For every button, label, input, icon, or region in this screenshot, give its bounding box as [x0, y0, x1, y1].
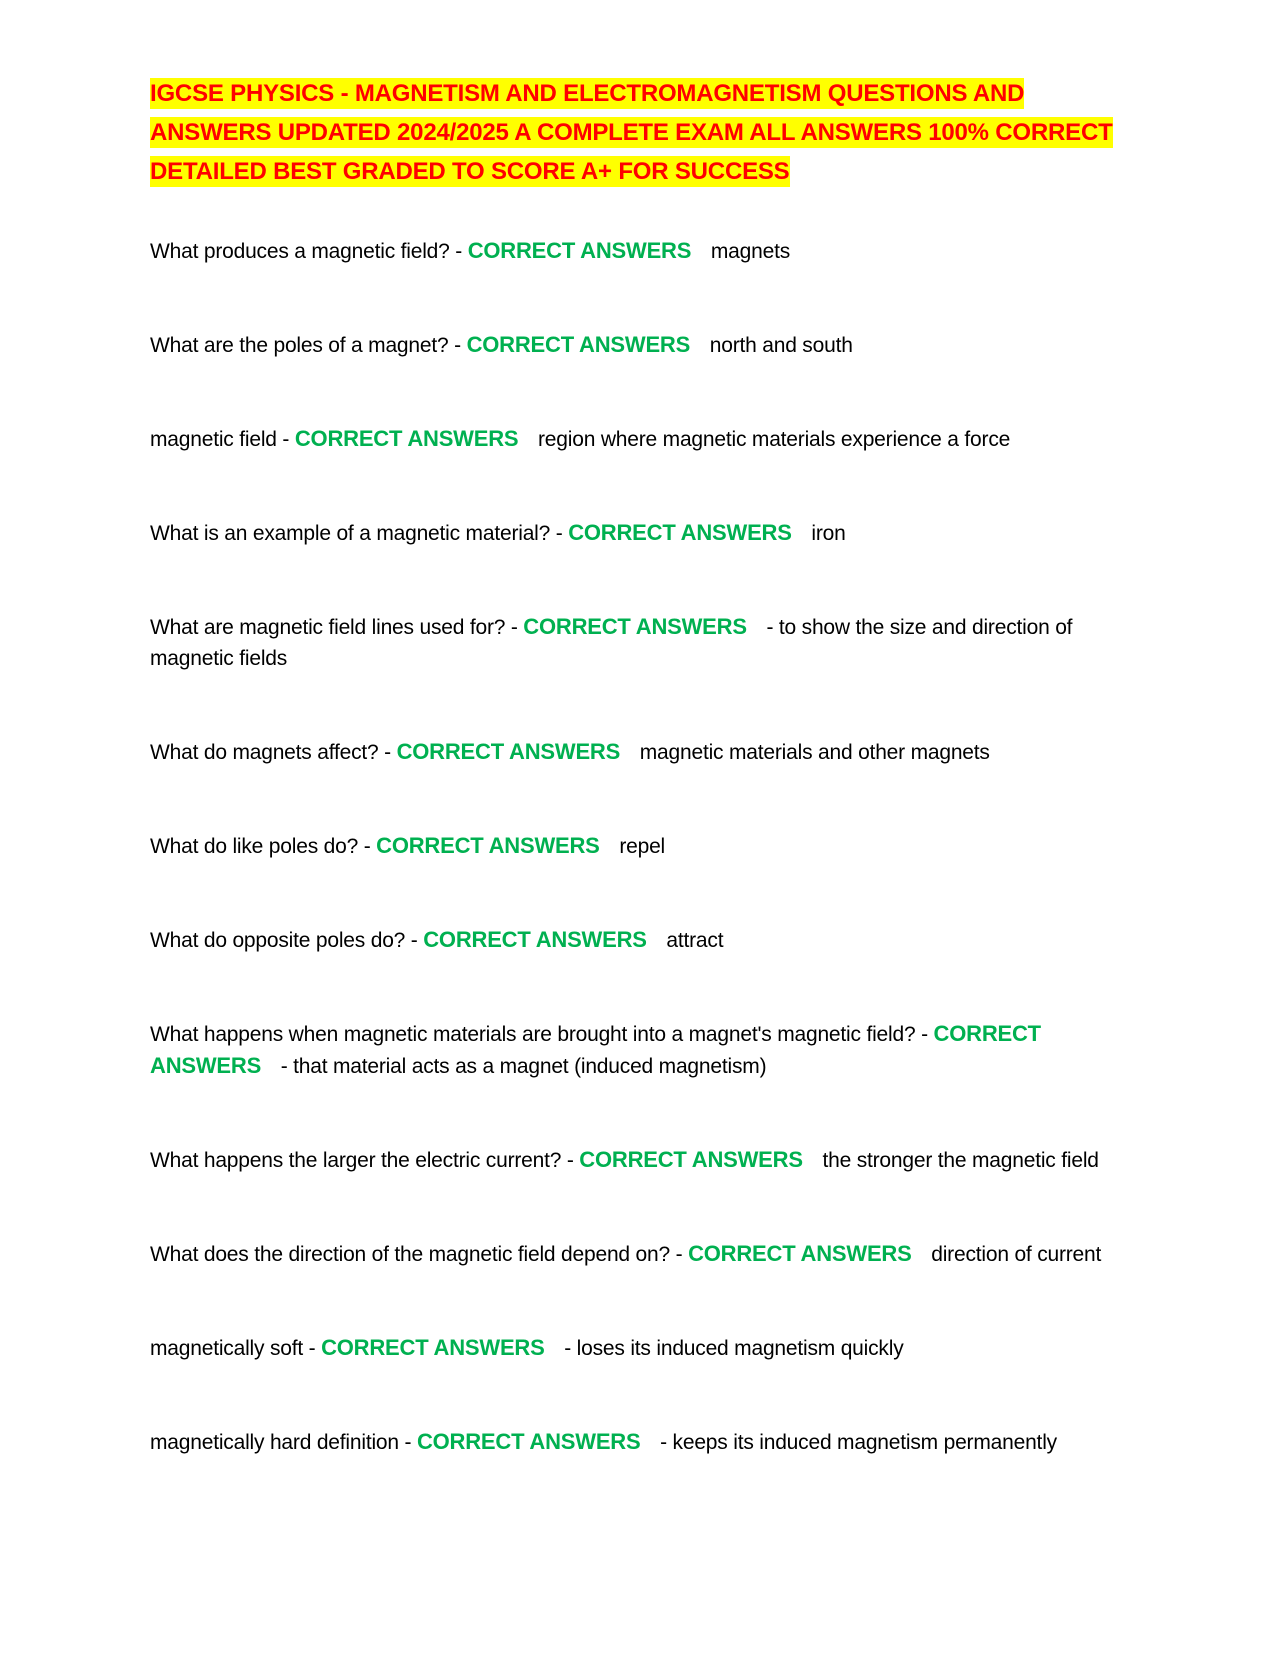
- answer-text: attract: [666, 929, 724, 952]
- correct-answers-label: CORRECT ANSWERS: [321, 1335, 545, 1360]
- title-highlight: IGCSE PHYSICS - MAGNETISM AND ELECTROMAGNETISM QUESTIONS AND ANSWERS UPDATED 2024/2025 A COMPLETE EXAM ALL ANSWERS 100% CORRECT DETAILED BEST GRADED TO SCORE A+ FOR SUCCESS: [150, 80, 1113, 185]
- question-text: What do like poles do? -: [150, 835, 371, 858]
- question-text: What produces a magnetic field? -: [150, 240, 463, 263]
- qa-item: [150, 517, 1140, 549]
- question-text: What is an example of a magnetic material? -: [150, 522, 563, 545]
- question-text: What happens the larger the electric current? -: [150, 1149, 574, 1172]
- answer-text: iron: [811, 522, 846, 545]
- question-text: What do opposite poles do? -: [150, 929, 418, 952]
- correct-answers-label: CORRECT ANSWERS: [467, 238, 692, 263]
- qa-item: [150, 611, 1140, 674]
- answer-text: - that material acts as a magnet (induced magnetism): [280, 1055, 767, 1078]
- correct-answers-label: CORRECT ANSWERS: [423, 927, 647, 952]
- correct-answers-label: CORRECT ANSWERS: [568, 520, 792, 545]
- question-text: What are the poles of a magnet? -: [150, 334, 461, 357]
- question-text: magnetic field -: [150, 428, 290, 451]
- answer-text: magnetic materials and other magnets: [639, 741, 990, 764]
- answer-text: - to show the size and direction of magnetic fields: [150, 616, 1073, 670]
- question-text: What happens when magnetic materials are brought into a magnet's magnetic field? -: [150, 1023, 928, 1046]
- qa-item: [150, 1018, 1140, 1082]
- qa-item: [150, 1144, 1140, 1176]
- question-text: magnetically soft -: [150, 1337, 316, 1360]
- qa-item: [150, 736, 1140, 768]
- qa-item: [150, 1332, 1140, 1364]
- correct-answers-label: CORRECT ANSWERS: [150, 1021, 1041, 1078]
- answer-text: the stronger the magnetic field: [822, 1149, 1099, 1172]
- qa-item: [150, 830, 1140, 862]
- answer-text: - keeps its induced magnetism permanently: [660, 1431, 1057, 1454]
- qa-item: [150, 1426, 1140, 1458]
- correct-answers-label: CORRECT ANSWERS: [396, 739, 621, 764]
- correct-answers-label: CORRECT ANSWERS: [688, 1241, 912, 1266]
- correct-answers-label: CORRECT ANSWERS: [523, 614, 747, 639]
- question-text: What are magnetic field lines used for? -: [150, 616, 518, 639]
- answer-text: direction of current: [931, 1243, 1102, 1266]
- answer-text: repel: [619, 835, 666, 858]
- answer-text: - loses its induced magnetism quickly: [564, 1337, 904, 1360]
- answer-text: magnets: [710, 240, 791, 263]
- question-text: What does the direction of the magnetic field depend on? -: [150, 1243, 683, 1266]
- answer-text: north and south: [709, 334, 853, 357]
- correct-answers-label: CORRECT ANSWERS: [376, 833, 600, 858]
- document-title: [150, 74, 1140, 191]
- correct-answers-label: CORRECT ANSWERS: [579, 1147, 803, 1172]
- document-page: [150, 74, 1140, 1520]
- qa-item: [150, 1238, 1140, 1270]
- answer-text: region where magnetic materials experience a force: [538, 428, 1011, 451]
- correct-answers-label: CORRECT ANSWERS: [294, 426, 519, 451]
- question-text: What do magnets affect? -: [150, 741, 391, 764]
- correct-answers-label: CORRECT ANSWERS: [466, 332, 691, 357]
- question-text: magnetically hard definition -: [150, 1431, 412, 1454]
- qa-item: [150, 329, 1140, 361]
- qa-item: [150, 235, 1140, 267]
- qa-item: [150, 924, 1140, 956]
- qa-item: [150, 423, 1140, 455]
- correct-answers-label: CORRECT ANSWERS: [416, 1429, 641, 1454]
